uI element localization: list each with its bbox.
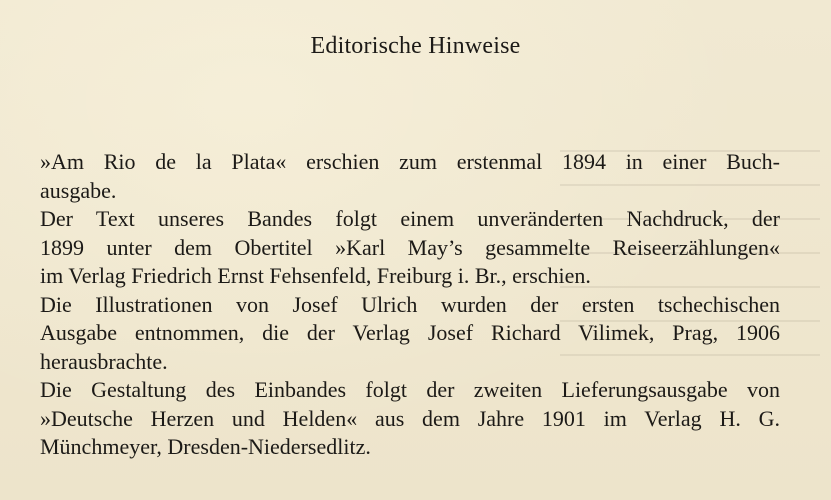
paragraph-text-source: [40, 205, 780, 291]
page-title: Editorische Hinweise: [310, 33, 521, 59]
text-line: 1899 unter dem Obertitel »Karl May’s gesammelte Reiseerzählungen«: [40, 234, 780, 260]
paragraph-illustrations: [40, 291, 780, 377]
text-line: »Am Rio de la Plata« erschien zum erstenmal 1894 in einer Buch-: [40, 149, 780, 174]
text-line: Ausgabe entnommen, die der Verlag Josef Richard Vilimek, Prag, 1906: [40, 320, 780, 345]
text-line: im Verlag Friedrich Ernst Fehsenfeld, Freiburg i. Br., erschien.: [40, 263, 591, 288]
editorial-notes-body: [40, 148, 780, 462]
text-line: herausbrachte.: [40, 348, 168, 374]
text-line: ausgabe.: [40, 177, 117, 203]
text-line: Die Illustrationen von Josef Ulrich wurden der ersten tschechischen: [40, 291, 780, 317]
text-line: Der Text unseres Bandes folgt einem unveränderten Nachdruck, der: [40, 206, 780, 231]
text-line: Die Gestaltung des Einbandes folgt der zweiten Lieferungsausgabe von: [40, 377, 780, 402]
text-line: Münchmeyer, Dresden-Niedersedlitz.: [40, 434, 371, 459]
paragraph-first-edition: [40, 148, 780, 205]
text-line: »Deutsche Herzen und Helden« aus dem Jahre 1901 im Verlag H. G.: [40, 405, 780, 431]
paragraph-binding-design: [40, 376, 780, 462]
